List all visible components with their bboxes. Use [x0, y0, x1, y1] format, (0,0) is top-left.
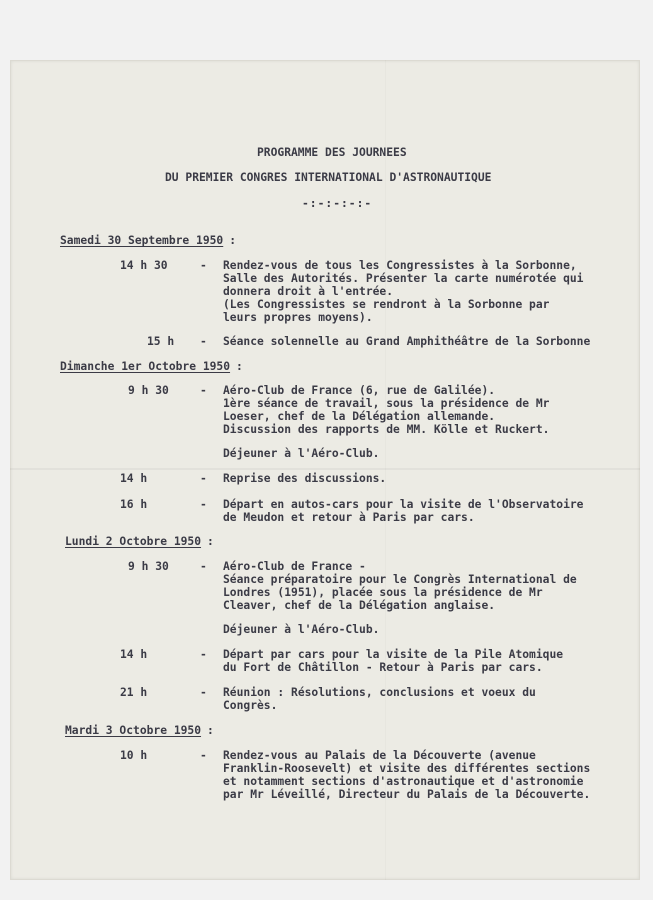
event-text-line: Réunion : Résolutions, conclusions et voeux du [223, 686, 536, 699]
day-heading-saturday [60, 234, 236, 247]
day-heading-sunday [60, 360, 243, 373]
event-time: 14 h [120, 648, 148, 661]
event-text-line: Reprise des discussions. [223, 472, 387, 485]
event-dash: - [200, 749, 207, 762]
document-title-line-2: DU PREMIER CONGRES INTERNATIONAL D'ASTRONAUTIQUE [165, 171, 492, 184]
event-text-line: leurs propres moyens). [223, 311, 373, 324]
day-label: Lundi 2 Octobre 1950 [65, 535, 202, 548]
event-text-line: et notamment sections d'astronautique et d'astronomie [223, 775, 584, 788]
event-text-line: Rendez-vous de tous les Congressistes à la Sorbonne, [223, 259, 577, 272]
document-title-line-1: PROGRAMME DES JOURNEES [257, 146, 407, 159]
event-time: 10 h [120, 749, 148, 762]
event-dash: - [200, 384, 207, 397]
event-text-line: Cleaver, chef de la Délégation anglaise. [223, 599, 496, 612]
event-time: 16 h [120, 498, 148, 511]
event-dash: - [200, 498, 207, 511]
day-colon: : [236, 360, 243, 373]
event-text-line: de Meudon et retour à Paris par cars. [223, 511, 475, 524]
event-dash: - [200, 648, 207, 661]
event-dash: - [200, 259, 207, 272]
event-time: 9 h 30 [128, 384, 169, 397]
event-text-line: Londres (1951), placée sous la présidence de Mr [223, 586, 543, 599]
title-separator: -:-:-:-:- [302, 197, 373, 210]
event-time: 14 h [120, 472, 148, 485]
day-label: Samedi 30 Septembre 1950 [60, 234, 224, 247]
event-text-line: Congrès. [223, 699, 278, 712]
day-colon: : [207, 724, 214, 737]
event-text-line: Séance solennelle au Grand Amphithéâtre de la Sorbonne [223, 335, 591, 348]
event-text-line: Rendez-vous au Palais de la Découverte (avenue [223, 749, 536, 762]
event-time: 21 h [120, 686, 148, 699]
event-time: 14 h 30 [120, 259, 168, 272]
day-label: Mardi 3 Octobre 1950 [65, 724, 202, 737]
event-dash: - [200, 560, 207, 573]
event-text-line: Discussion des rapports de MM. Kölle et Ruckert. [223, 423, 550, 436]
event-text-line: Loeser, chef de la Délégation allemande. [223, 410, 496, 423]
day-heading-tuesday [65, 724, 214, 737]
event-text-line: Séance préparatoire pour le Congrès International de [223, 573, 577, 586]
day-heading-monday [65, 535, 214, 548]
event-text-line: 1ère séance de travail, sous la présidence de Mr [223, 397, 550, 410]
event-text-line: Aéro-Club de France - [223, 560, 366, 573]
event-text-line: (Les Congressistes se rendront à la Sorbonne par [223, 298, 550, 311]
event-text-line: Déjeuner à l'Aéro-Club. [223, 623, 380, 636]
event-text-line: Aéro-Club de France (6, rue de Galilée). [223, 384, 496, 397]
event-text-line: Départ par cars pour la visite de la Pile Atomique [223, 648, 564, 661]
event-text-line: Départ en autos-cars pour la visite de l'Observatoire [223, 498, 584, 511]
event-dash: - [200, 472, 207, 485]
event-text-line: Salle des Autorités. Présenter la carte numérotée qui [223, 272, 584, 285]
day-colon: : [207, 535, 214, 548]
day-colon: : [229, 234, 237, 247]
event-time: 15 h [147, 335, 175, 348]
day-label: Dimanche 1er Octobre 1950 [60, 360, 231, 373]
event-dash: - [200, 335, 207, 348]
event-text-line: du Fort de Châtillon - Retour à Paris par cars. [223, 661, 543, 674]
event-time: 9 h 30 [128, 560, 169, 573]
event-text-line: Franklin-Roosevelt) et visite des différentes sections [223, 762, 591, 775]
event-dash: - [200, 686, 207, 699]
event-text-line: Déjeuner à l'Aéro-Club. [223, 447, 380, 460]
event-text-line: donnera droit à l'entrée. [223, 285, 394, 298]
event-text-line: par Mr Léveillé, Directeur du Palais de la Découverte. [223, 788, 591, 801]
